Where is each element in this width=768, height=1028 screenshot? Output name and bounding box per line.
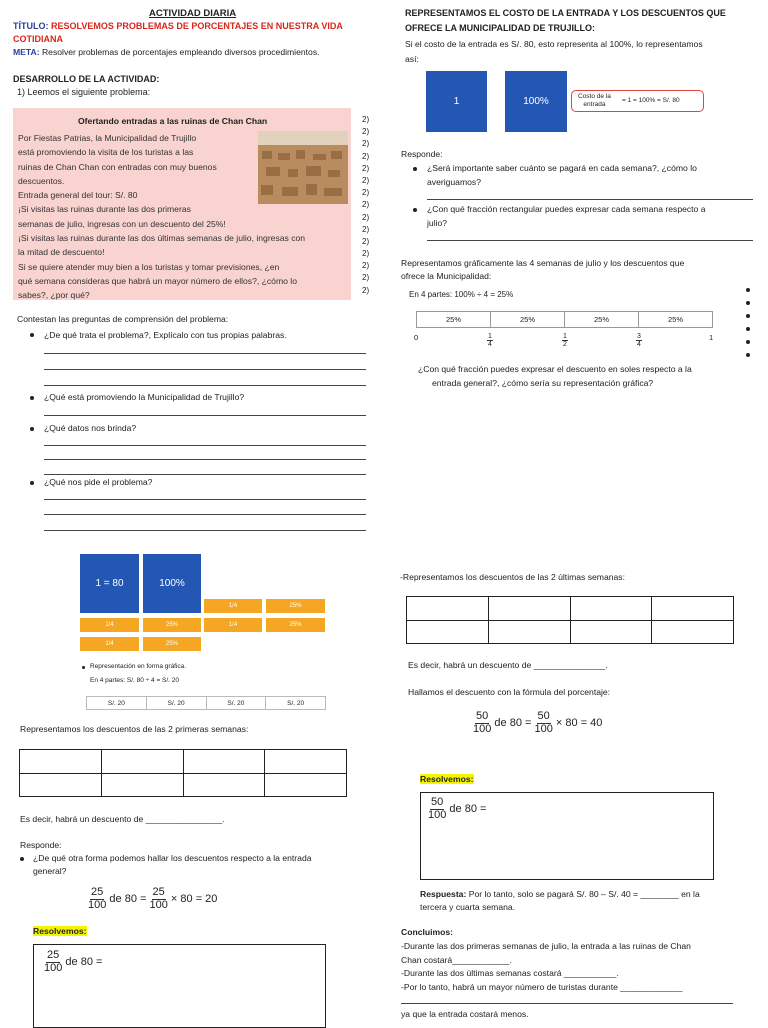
bullet <box>20 857 24 861</box>
concluimos-label: Concluimos: <box>401 927 454 937</box>
fraction-num: 25 <box>91 886 104 898</box>
pct-block: 25% <box>143 637 201 651</box>
quarter-block: 1/4 <box>204 618 262 632</box>
resolvemos-formula-right <box>428 797 486 821</box>
fraction <box>88 887 106 911</box>
soles-strip <box>86 696 326 710</box>
problem-line: ¡Si visitas las ruinas durante las dos primeras <box>18 204 191 215</box>
formula-50 <box>473 711 602 735</box>
percent-square: 100% <box>143 554 201 613</box>
question-4: ¿Qué nos pide el problema? <box>44 477 153 487</box>
bullet <box>413 208 417 212</box>
pct-block: 25% <box>143 618 201 632</box>
problem-line: qué semana consideras que habrá un mayor número de ellos?, ¿cómo lo <box>18 275 297 286</box>
week-cell: 25% <box>417 312 491 328</box>
axis-three-quarters <box>636 333 642 349</box>
table-cell[interactable] <box>20 750 102 774</box>
diagram-caption: En 4 partes: S/. 80 ÷ 4 = S/. 20 <box>90 677 180 684</box>
margin-marks <box>362 115 376 298</box>
soles-cell: S/. 20 <box>87 697 147 710</box>
margin-mark: 2) <box>362 212 370 222</box>
answer-line[interactable] <box>44 369 366 370</box>
pct-block: 25% <box>266 599 325 613</box>
table-cell[interactable] <box>101 750 183 774</box>
fraction-num: 50 <box>476 710 489 722</box>
responde-right: Responde: <box>401 149 443 159</box>
problem-line: la mitad de descuento! <box>18 247 105 258</box>
titulo-text: RESOLVEMOS PROBLEMAS DE PORCENTAJES EN NUESTRA VIDA <box>51 21 343 31</box>
formula-de: de 80 = <box>109 892 147 905</box>
conclusion-line: -Durante las dos primeras semanas de julio, la entrada a las ruinas de Chan <box>401 941 691 951</box>
respuesta-text: Por lo tanto, solo se pagará S/. 80 – S/. 40 = ________ en la <box>468 889 700 899</box>
callout-value: = 1 = 100% = S/. 80 <box>622 97 680 104</box>
diagram-caption: Representación en forma gráfica. <box>90 663 187 670</box>
titulo-text-2: COTIDIANA <box>13 34 63 44</box>
problem-line: Entrada general del tour: S/. 80 <box>18 190 138 201</box>
axis-zero: 0 <box>414 333 419 342</box>
callout-line: Costo de la <box>578 93 611 100</box>
bullet <box>746 327 750 331</box>
callout-line: entrada <box>583 101 606 108</box>
formula-de: de 80 = <box>494 716 532 729</box>
table-cell[interactable] <box>488 597 570 621</box>
fraction <box>428 797 446 821</box>
resolvemos-label: Resolvemos: <box>33 926 87 936</box>
formula-tail: × 80 = 20 <box>170 892 218 905</box>
table-cell[interactable] <box>488 620 570 644</box>
fraction-den: 100 <box>88 898 107 911</box>
primeras-table[interactable] <box>19 749 347 797</box>
problem-line: ruinas de Chan Chan con entradas con muy buenos <box>18 161 217 172</box>
right-question-2: ¿Con qué fracción rectangular puedes expresar cada semana respecto a <box>427 204 706 214</box>
fraction-num: 1 <box>563 333 567 340</box>
margin-mark: 2) <box>362 175 370 185</box>
responde-label: Responde: <box>20 840 62 850</box>
answer-line[interactable] <box>44 530 366 531</box>
margin-mark: 2) <box>362 163 370 173</box>
bullet <box>30 427 34 431</box>
fraction <box>535 711 553 735</box>
fraction-num: 25 <box>152 886 165 898</box>
quarter-block: 1/4 <box>80 637 139 651</box>
fraction-den: 100 <box>428 808 447 821</box>
answer-line[interactable] <box>401 1003 733 1004</box>
right-question-1b: averiguamos? <box>427 177 481 187</box>
margin-mark: 2) <box>362 188 370 198</box>
bullet <box>30 333 34 337</box>
weeks-bar <box>416 311 713 328</box>
fraction-num: 1 <box>488 333 492 340</box>
right-intro-2: así: <box>405 54 419 64</box>
primeras-heading: Representamos los descuentos de las 2 primeras semanas: <box>20 724 249 734</box>
es-decir-primeras: Es decir, habrá un descuento de ________________. <box>20 814 225 824</box>
resolvemos-label-right: Resolvemos: <box>420 774 474 784</box>
week-cell: 25% <box>565 312 639 328</box>
question-3: ¿Qué datos nos brinda? <box>44 423 137 433</box>
right-question-2b: julio? <box>427 218 448 228</box>
bullet <box>746 314 750 318</box>
formula-25 <box>88 887 217 911</box>
margin-mark: 2) <box>362 200 370 210</box>
es-decir-ultimas: Es decir, habrá un descuento de _______________. <box>408 660 608 670</box>
table-cell[interactable] <box>652 597 734 621</box>
fraction-num: 3 <box>637 333 641 340</box>
margin-mark: 2) <box>362 224 370 234</box>
problem-line: ¡Si visitas las ruinas durante las dos últimas semanas de julio, ingresas con <box>18 233 306 244</box>
cost-callout <box>571 90 704 112</box>
axis-one: 1 <box>709 333 714 342</box>
fraction-den: 4 <box>637 341 641 349</box>
axis-half <box>562 333 568 349</box>
soles-question-2: entrada general?, ¿cómo sería su representación gráfica? <box>432 378 654 388</box>
margin-mark: 2) <box>362 249 370 259</box>
answer-line[interactable] <box>427 240 753 241</box>
axis-quarter <box>487 333 493 349</box>
answer-line[interactable] <box>44 415 366 416</box>
respuesta-label: Respuesta: <box>420 889 467 899</box>
answer-line[interactable] <box>44 499 366 500</box>
question-1: ¿De qué trata el problema?, Explícalo con tus propias palabras. <box>44 330 287 340</box>
margin-mark: 2) <box>362 261 370 271</box>
right-heading-2: OFRECE LA MUNICIPALIDAD DE TRUJILLO: <box>405 23 595 33</box>
margin-mark: 2) <box>362 285 370 295</box>
meta-row <box>13 47 320 57</box>
right-intro: Si el costo de la entrada es S/. 80, esto representa al 100%, lo representamos <box>405 39 703 49</box>
bullet <box>30 481 34 485</box>
grafica-text-2: ofrece la Municipalidad: <box>401 271 492 281</box>
callout-label <box>578 93 611 109</box>
fraction <box>473 711 491 735</box>
responde-question-2: general? <box>33 866 67 876</box>
margin-mark: 2) <box>362 151 370 161</box>
titulo-row <box>13 21 373 31</box>
conclusion-line: -Por lo tanto, habrá un mayor número de turistas durante _____________ <box>401 982 683 992</box>
margin-mark: 2) <box>362 115 370 124</box>
soles-cell: S/. 20 <box>146 697 206 710</box>
bullet <box>746 301 750 305</box>
meta-label: META: <box>13 47 40 57</box>
fraction <box>44 950 62 974</box>
pct-block: 25% <box>266 618 325 632</box>
bullet <box>413 167 417 171</box>
table-cell[interactable] <box>570 620 652 644</box>
fraction-num: 50 <box>431 796 444 808</box>
right-heading: REPRESENTAMOS EL COSTO DE LA ENTRADA Y LOS DESCUENTOS QUE <box>405 8 726 18</box>
quarter-block: 1/4 <box>204 599 262 613</box>
week-cell: 25% <box>491 312 565 328</box>
desarrollo-heading: DESARROLLO DE LA ACTIVIDAD: <box>13 74 160 84</box>
soles-cell: S/. 20 <box>206 697 266 710</box>
en4-partes: En 4 partes: 100% ÷ 4 = 25% <box>409 290 514 299</box>
table-cell[interactable] <box>407 597 489 621</box>
meta-text: Resolver problemas de porcentajes empleando diversos procedimientos. <box>41 47 320 57</box>
bullet <box>82 666 85 669</box>
week-cell: 25% <box>639 312 713 328</box>
bullet <box>746 340 750 344</box>
fraction-num: 50 <box>537 710 550 722</box>
soles-cell: S/. 20 <box>266 697 326 710</box>
whole-square: 1 = 80 <box>80 554 139 613</box>
fraction-den: 100 <box>473 722 492 735</box>
fraction-den: 4 <box>488 341 492 349</box>
problem-line: está promoviendo la visita de los turistas a las <box>18 147 194 158</box>
formula-de: de 80 = <box>65 955 103 968</box>
fraction-den: 100 <box>534 722 553 735</box>
titulo-label: TÍTULO: <box>13 21 49 31</box>
formula-de: de 80 = <box>449 802 487 815</box>
ultimas-heading: -Representamos los descuentos de las 2 últimas semanas: <box>400 572 625 582</box>
hundred-square: 100% <box>505 71 567 132</box>
fraction-den: 2 <box>563 341 567 349</box>
problem-line: Por Fiestas Patrias, la Municipalidad de Trujillo <box>18 133 197 143</box>
fraction <box>150 887 168 911</box>
table-cell[interactable] <box>652 620 734 644</box>
page-title: ACTIVIDAD DIARIA <box>149 8 237 19</box>
chan-chan-photo <box>258 131 348 204</box>
bullet <box>30 396 34 400</box>
table-cell[interactable] <box>183 750 265 774</box>
table-cell[interactable] <box>407 620 489 644</box>
margin-mark: 2) <box>362 273 370 283</box>
margin-mark: 2) <box>362 127 370 137</box>
bullet <box>746 353 750 357</box>
answer-line[interactable] <box>44 474 366 475</box>
table-cell[interactable] <box>183 773 265 797</box>
table-cell[interactable] <box>265 773 347 797</box>
question-2: ¿Qué está promoviendo la Municipalidad de Trujillo? <box>44 392 245 402</box>
table-cell[interactable] <box>20 773 102 797</box>
margin-mark: 2) <box>362 236 370 246</box>
conclusion-line: -Durante las dos últimas semanas costará ___________. <box>401 968 619 978</box>
resolvemos-formula <box>44 950 102 974</box>
one-square: 1 <box>426 71 487 132</box>
answer-line[interactable] <box>44 353 366 354</box>
right-question-1: ¿Será importante saber cuánto se pagará en cada semana?, ¿cómo lo <box>427 163 697 173</box>
table-cell[interactable] <box>570 597 652 621</box>
respuesta-text-2: tercera y cuarta semana. <box>420 902 516 912</box>
margin-mark: 2) <box>362 139 370 149</box>
answer-line[interactable] <box>44 385 366 386</box>
table-cell[interactable] <box>101 773 183 797</box>
answer-line[interactable] <box>427 199 753 200</box>
conclusion-line: Chan costará____________. <box>401 955 512 965</box>
hallamos-text: Hallamos el descuento con la fórmula del porcentaje: <box>408 687 611 697</box>
table-cell[interactable] <box>265 750 347 774</box>
grafica-text: Representamos gráficamente las 4 semanas de julio y los descuentos que <box>401 258 685 268</box>
soles-question: ¿Con qué fracción puedes expresar el descuento en soles respecto a la <box>418 364 692 374</box>
problem-text <box>18 131 306 303</box>
formula-tail: × 80 = 40 <box>555 716 603 729</box>
problem-line: sabes?, ¿por qué? <box>18 290 90 301</box>
fraction-den: 100 <box>149 898 168 911</box>
problem-line: Si se quiere atender muy bien a los turistas y tomar previsiones, ¿en <box>18 261 280 272</box>
quarter-block: 1/4 <box>80 618 139 632</box>
step-1: 1) Leemos el siguiente problema: <box>17 87 151 97</box>
answer-line[interactable] <box>44 459 366 460</box>
problem-heading: Ofertando entradas a las ruinas de Chan Chan <box>78 116 268 126</box>
comprension-heading: Contestan las preguntas de comprensión del problema: <box>17 314 229 324</box>
responde-question: ¿De qué otra forma podemos hallar los descuentos respecto a la entrada <box>33 853 312 863</box>
respuesta <box>420 889 700 899</box>
ultimas-table[interactable] <box>406 596 734 644</box>
problem-line: descuentos. <box>18 175 65 186</box>
answer-line[interactable] <box>44 445 366 446</box>
problem-line: semanas de julio, ingresas con un descuento del 25%! <box>18 218 226 229</box>
conclusion-line: ya que la entrada costará menos. <box>401 1009 529 1019</box>
bullet <box>746 288 750 292</box>
fraction-num: 25 <box>47 949 60 961</box>
answer-line[interactable] <box>44 514 366 515</box>
fraction-den: 100 <box>44 961 63 974</box>
